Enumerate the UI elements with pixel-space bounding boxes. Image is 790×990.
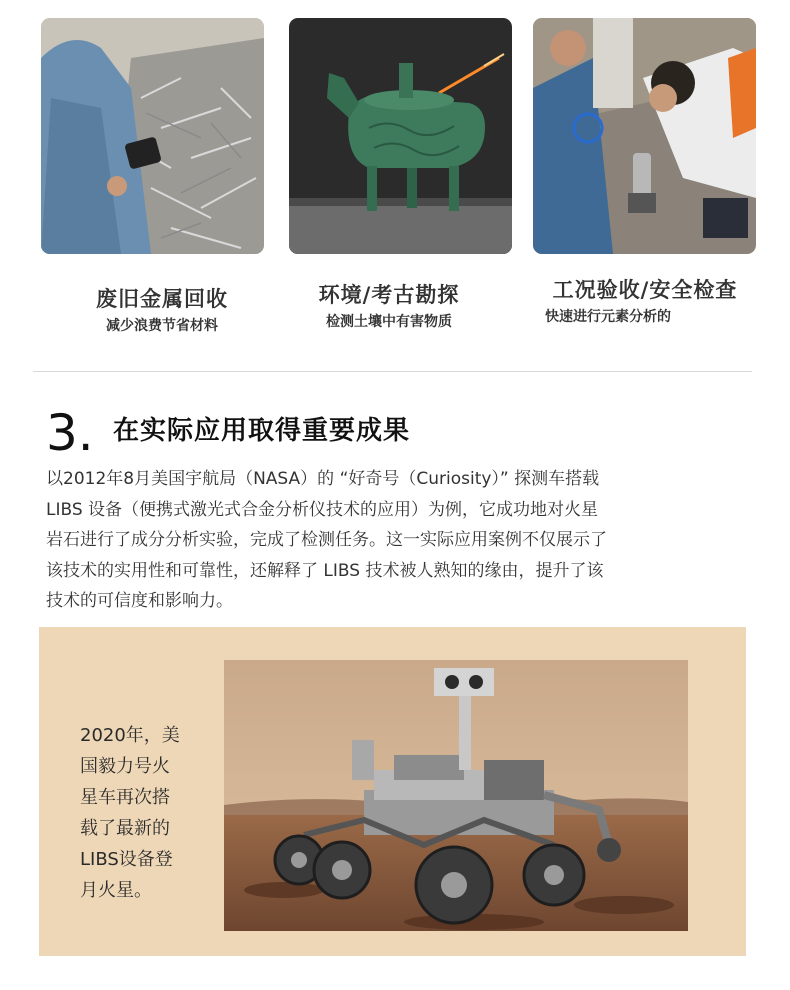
caption-environment-archaeology [269, 280, 509, 334]
caption-title: 废旧金属回收 [96, 287, 228, 311]
highlight-line: 2020年，美 [80, 725, 180, 746]
highlight-line: 载了最新的 [80, 818, 170, 839]
paragraph-line: 以2012年8月美国宇航局（NASA）的 “好奇号（Curiosity）” 探测车搭载 [46, 469, 600, 489]
caption-subtitle: 减少浪费节省材料 [106, 318, 218, 334]
paragraph-line: LIBS 设备（便携式激光式合金分析仪技术的应用）为例，它成功地对火星 [46, 499, 599, 520]
paragraph-line: 该技术的实用性和可靠性，还解释了 LIBS 技术被人熟知的缘由，提升了该 [46, 560, 604, 581]
paragraph-line: 岩石进行了成分分析实验，完成了检测任务。这一实际应用案例不仅展示了 [46, 530, 607, 550]
caption-subtitle: 快速进行元素分析的 [545, 309, 671, 325]
highlight-line: 星车再次搭 [80, 787, 170, 808]
caption-title: 环境/考古勘探 [318, 283, 460, 307]
scrap-metal-photo [41, 18, 264, 254]
highlight-line: 月火星。 [80, 880, 152, 901]
highlight-line: LIBS设备登 [80, 849, 173, 870]
section-title: 在实际应用取得重要成果 [113, 416, 411, 446]
highlight-text [80, 720, 200, 906]
caption-title: 工况验收/安全检查 [552, 278, 738, 302]
caption-subtitle: 检测土壤中有害物质 [326, 314, 452, 330]
section-paragraph [46, 464, 726, 617]
section-number: 3. [46, 404, 94, 462]
caption-safety-inspection [525, 275, 765, 329]
section-divider [33, 371, 752, 372]
bronze-artifact-photo [289, 18, 512, 254]
mars-rover-photo [224, 660, 688, 931]
paragraph-line: 技术的可信度和影响力。 [46, 591, 233, 611]
caption-scrap-recycling [42, 280, 282, 338]
highlight-line: 国毅力号火 [80, 756, 170, 777]
field-inspection-photo [533, 18, 756, 254]
